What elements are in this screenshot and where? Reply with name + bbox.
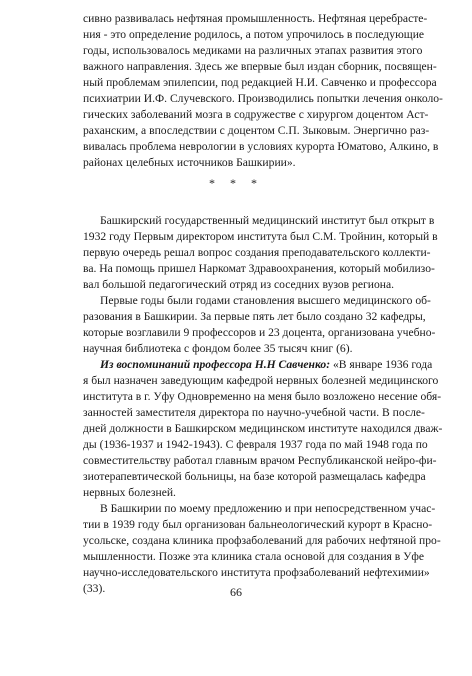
text-line: ния - это определение родилось, а потом упрочилось в последующие [83, 28, 425, 41]
text-line: разования в Башкирии. За первые пять лет было создано 32 кафедры, [83, 310, 426, 323]
page-number: 66 [230, 585, 242, 599]
paragraph-3 [83, 293, 436, 357]
text-line: тии в 1939 году был организован бальнеологический курорт в Красно- [83, 518, 433, 531]
section-separator: * * * [209, 176, 263, 190]
text-line: института в г. Уфу Одновременно на меня было возложено несение обя- [83, 390, 442, 403]
memoir-lead: Из воспоминаний профессора Н.Н Савченко: [100, 358, 331, 371]
text-line: ды (1936-1937 и 1942-1943). С февраля 1937 года по май 1948 года по [83, 438, 428, 451]
text-line: важного направления. Здесь же впервые был издан сборник, посвящен- [83, 60, 437, 73]
text-line: районах целебных источников Башкирии». [83, 156, 296, 169]
text-line: Первые годы были годами становления высшего медицинского об- [100, 294, 431, 307]
paragraph-top [83, 11, 443, 171]
text-line: первую очередь решал вопрос создания преподавательского коллекти- [83, 246, 431, 259]
text-line: ный проблемам эпилепсии, под редакцией Н.И. Савченко и профессора [83, 76, 437, 89]
text-line: Башкирский государственный медицинский институт был открыт в [100, 214, 435, 227]
text-line: нервных болезней. [83, 486, 176, 499]
text-line: вал большой педагогический отряд из соседних вузов региона. [83, 278, 394, 291]
text-line: совместительству работал главным врачом Республиканской нейро-фи- [83, 454, 437, 467]
text-line: психиатрии И.Ф. Случевского. Производились попытки лечения онколо- [83, 92, 443, 105]
text-line [83, 357, 433, 373]
paragraph-2 [83, 213, 438, 293]
text-line: мышленности. Позже эта клиника стала основой для создания в Уфе [83, 550, 425, 563]
paragraph-5 [83, 501, 441, 597]
text-line: гических заболеваний мозга в содружестве с хирургом доцентом Аст- [83, 108, 429, 121]
text-line: В Башкирии по моему предложению и при непосредственном учас- [100, 502, 436, 515]
text-line: дней должности в Башкирском медицинском институте находился дваж- [83, 422, 443, 435]
text-line: зиотерапевтической больницы, на базе которой размещалась кафедра [83, 470, 426, 483]
text-line: научная библиотека с фондом более 35 тысяч книг (6). [83, 342, 353, 355]
text-line: сивно развивалась нефтяная промышленность. Нефтяная церебрасте- [83, 12, 428, 25]
paragraph-memoir [83, 357, 443, 501]
text-line: я был назначен заведующим кафедрой нервных болезней медицинского [83, 374, 439, 387]
text-line: (33). [83, 582, 106, 595]
memoir-opening: «В январе 1936 года [330, 358, 433, 371]
text-line: научно-исследовательского института профзаболеваний нефтехимии» [83, 566, 430, 579]
text-line: занностей заместителя директора по научно-учебной части. В после- [83, 406, 425, 419]
text-line: 1932 году Первым директором института был С.М. Тройнин, который в [83, 230, 438, 243]
text-line: которые возглавили 9 профессоров и 23 доцента, организована учебно- [83, 326, 436, 339]
text-line: годы, использовалось медиками на различных этапах развития этого [83, 44, 423, 57]
text-line: усольске, создана клиника профзаболеваний для рабочих нефтяной про- [83, 534, 441, 547]
text-line: вивалась проблема неврологии в условиях курорта Юматово, Алкино, в [83, 140, 439, 153]
body-text [83, 11, 443, 597]
text-line: ва. На помощь пришел Наркомат Здравоохранения, который мобилизо- [83, 262, 435, 275]
text-line: раханским, а впоследствии с доцентом С.П. Зыковым. Энергично раз- [83, 124, 430, 137]
